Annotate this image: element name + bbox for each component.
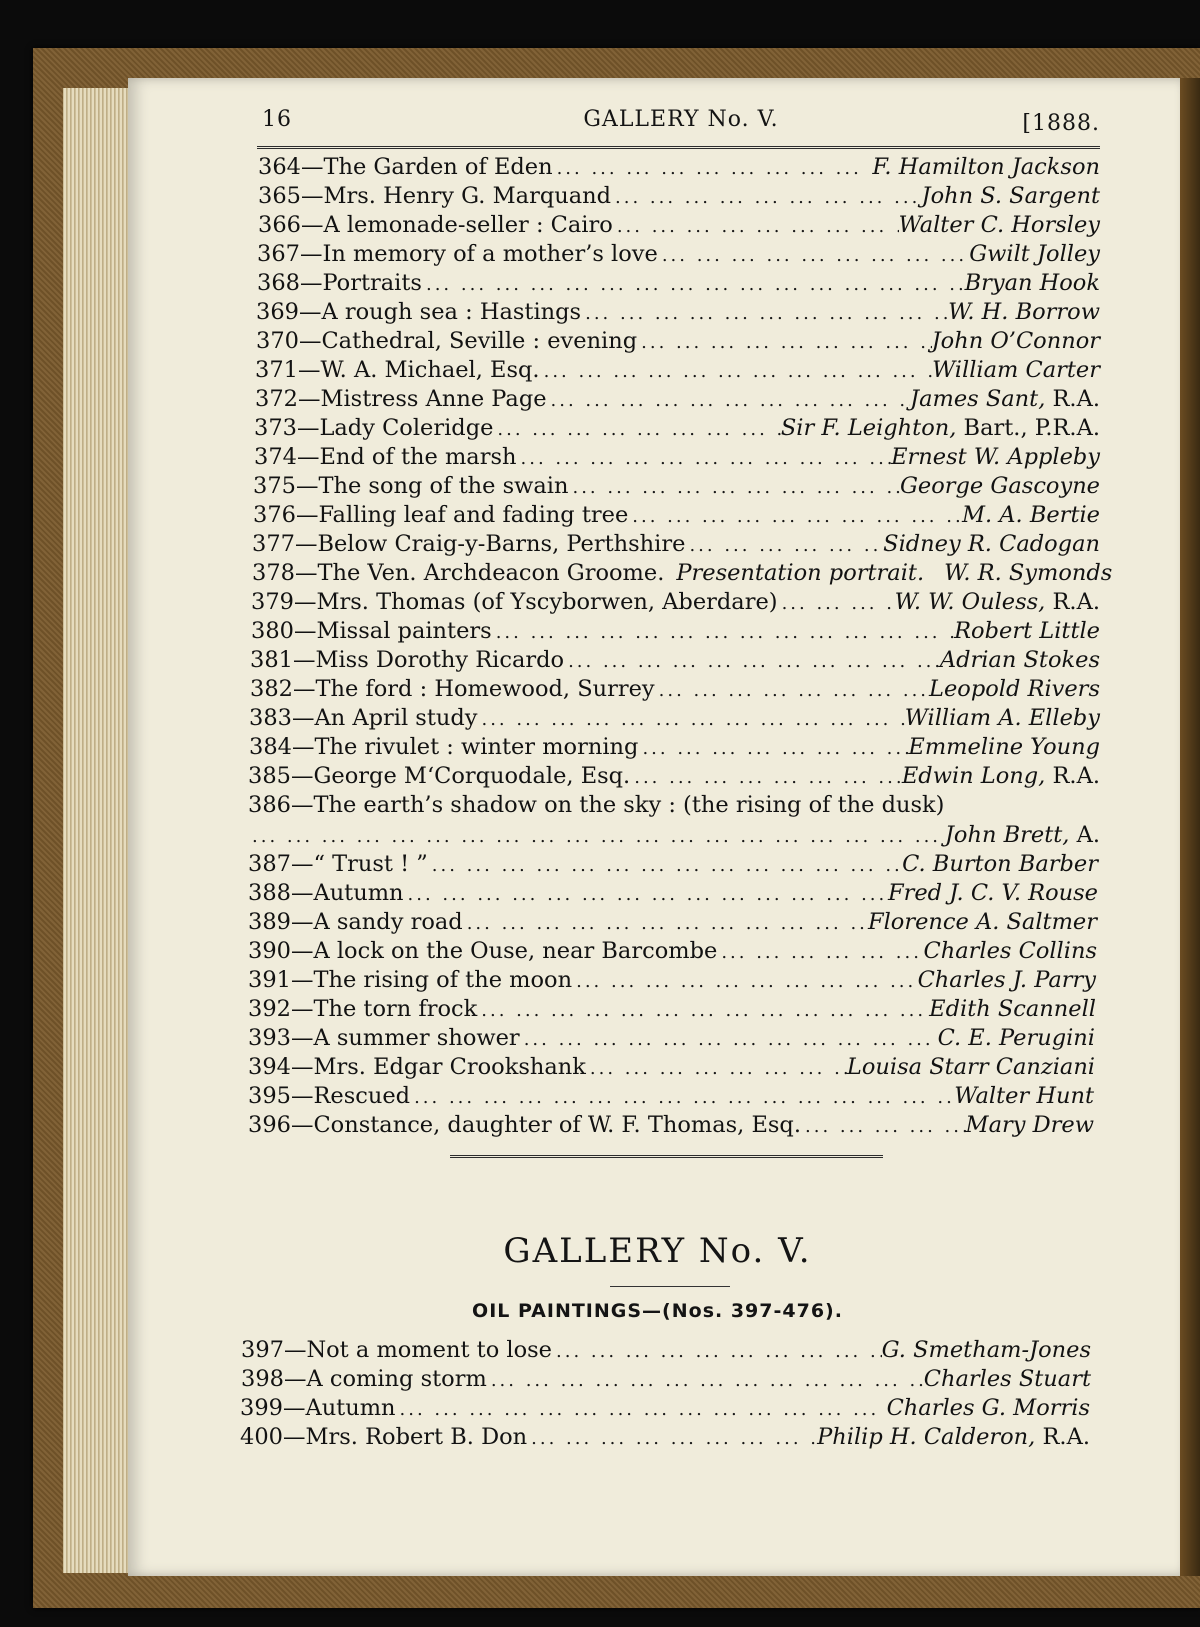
entry-title: 396—Constance, daughter of W. F. Thomas, Esq. (248, 1112, 801, 1138)
entry-title: 379—Mrs. Thomas (of Yscyborwen, Aberdare) (251, 589, 778, 615)
entry-title: 378—The Ven. Archdeacon Groome. (252, 560, 665, 586)
artist-name: Bryan Hook (964, 270, 1100, 296)
entry-title: 383—An April study (249, 705, 478, 731)
artist-name: Edith Scannell (929, 996, 1096, 1022)
artist-name: Leopold Rivers (929, 676, 1100, 702)
entry-title: 397—Not a moment to lose (241, 1337, 553, 1363)
artist-honours: R.A. (1035, 1424, 1090, 1450)
artist-name: Philip H. Calderon, (817, 1424, 1036, 1450)
artist-name: Louisa Starr Canziani (846, 1054, 1095, 1080)
artist-name: John S. Sargent (921, 183, 1100, 209)
entry-title: 387—“ Trust ! ” (248, 851, 428, 877)
catalogue-entry (240, 1395, 1090, 1425)
entry-title: 389—A sandy road (248, 909, 463, 935)
entry-title: 393—A summer shower (248, 1025, 520, 1051)
artist-name: Walter C. Horsley (898, 212, 1100, 238)
entry-title: 374—End of the marsh (254, 444, 517, 470)
running-title: GALLERY No. V. (583, 107, 779, 132)
artist-name: W. H. Borrow (948, 299, 1100, 325)
artist-name: M. A. Bertie (961, 502, 1100, 528)
catalogue-entry (240, 1424, 1090, 1454)
entry-title: 400—Mrs. Robert B. Don (240, 1424, 528, 1450)
entry-title: 364—The Garden of Eden (258, 154, 553, 180)
artist-name: F. Hamilton Jackson (872, 154, 1100, 180)
entry-title: 384—The rivulet : winter morning (249, 734, 639, 760)
leader-dots (487, 1370, 924, 1391)
page-number: 16 (262, 107, 292, 132)
entry-title: 371—W. A. Michael, Esq. (255, 357, 540, 383)
artist-name: William A. Elleby (904, 705, 1100, 731)
artist-honours: Bart., P.R.A. (956, 415, 1100, 441)
artist-name: Sir F. Leighton, (780, 415, 957, 441)
section-subheading: OIL PAINTINGS—(Nos. 397-476). (472, 1300, 843, 1322)
artist-name: G. Smetham-Jones (881, 1337, 1091, 1363)
artist-name: Charles Stuart (923, 1366, 1091, 1392)
artist-name: John O’Connor (931, 328, 1100, 354)
gallery-heading: GALLERY No. V. (503, 1231, 812, 1271)
artist-name: Charles Collins (923, 938, 1097, 964)
entry-title: 390—A lock on the Ouse, near Barcombe (248, 938, 718, 964)
artist-name: Charles J. Parry (917, 967, 1096, 993)
leader-dots (396, 1399, 887, 1420)
entry-title: 388—Autumn (248, 880, 404, 906)
artist-name: W. R. Symonds (944, 560, 1113, 586)
artist-name: C. E. Perugini (937, 1025, 1095, 1051)
entry-title: 372—Mistress Anne Page (255, 386, 547, 412)
leader-dots (552, 1341, 882, 1362)
artist-name: William Carter (932, 357, 1100, 383)
artist-honours: R.A. (1045, 763, 1100, 789)
entry-title: 395—Rescued (248, 1083, 411, 1109)
artist-honours: R.A. (1045, 589, 1100, 615)
entry-title: 375—The song of the swain (253, 473, 569, 499)
artist-name: Sidney R. Cadogan (883, 531, 1100, 557)
entry-title: 380—Missal painters (251, 618, 492, 644)
catalogue-entry (241, 1337, 1091, 1367)
artist-name: Robert Little (954, 618, 1100, 644)
leader-dots (527, 1428, 817, 1449)
entry-title: 385—George M‘Corquodale, Esq. (248, 763, 631, 789)
entry-title: 376—Falling leaf and fading tree (253, 502, 629, 528)
entry-title: 367—In memory of a mother’s love (257, 241, 658, 267)
artist-name: C. Burton Barber (902, 851, 1098, 877)
entry-title: 391—The rising of the moon (248, 967, 573, 993)
artist-name: Edwin Long, (901, 763, 1046, 789)
entry-title: 370—Cathedral, Seville : evening (256, 328, 638, 354)
artist-name: Charles G. Morris (886, 1395, 1090, 1421)
entry-title: 365—Mrs. Henry G. Marquand (258, 183, 612, 209)
entry-title: 398—A coming storm (241, 1366, 487, 1392)
artist-name: George Gascoyne (899, 473, 1100, 499)
entry-title: 377—Below Craig-y-Barns, Perthshire (252, 531, 686, 557)
year: [1888. (1022, 111, 1100, 136)
entry-title: 368—Portraits (257, 270, 422, 296)
entry-title: 382—The ford : Homewood, Surrey (250, 676, 655, 702)
entry-title: 392—The torn frock (248, 996, 478, 1022)
artist-name: Florence A. Saltmer (867, 909, 1097, 935)
entry-title: 399—Autumn (240, 1395, 396, 1421)
catalogue-entry (241, 1366, 1091, 1396)
artist-name: Mary Drew (965, 1112, 1094, 1138)
artist-honours: A. (1069, 822, 1100, 848)
entry-title: 386—The earth’s shadow on the sky : (the rising of the dusk) (248, 792, 945, 818)
artist-name: Fred J. C. V. Rouse (888, 880, 1098, 906)
artist-honours: R.A. (1045, 386, 1100, 412)
entry-title: 381—Miss Dorothy Ricardo (250, 647, 565, 673)
artist-name: Adrian Stokes (939, 647, 1100, 673)
entry-title: 373—Lady Coleridge (254, 415, 494, 441)
artist-name: John Brett, (944, 822, 1070, 848)
presentation-note: Presentation portrait. (676, 560, 925, 586)
artist-name: Gwilt Jolley (969, 241, 1100, 267)
entry-title: 369—A rough sea : Hastings (256, 299, 582, 325)
entry-title: 366—A lemonade-seller : Cairo (258, 212, 613, 238)
artist-name: Ernest W. Appleby (891, 444, 1100, 470)
artist-name: Emmeline Young (908, 734, 1100, 760)
entry-title: 394—Mrs. Edgar Crookshank (248, 1054, 586, 1080)
artist-name: Walter Hunt (954, 1083, 1094, 1109)
artist-name: James Sant, (910, 386, 1046, 412)
artist-name: W. W. Ouless, (894, 589, 1046, 615)
